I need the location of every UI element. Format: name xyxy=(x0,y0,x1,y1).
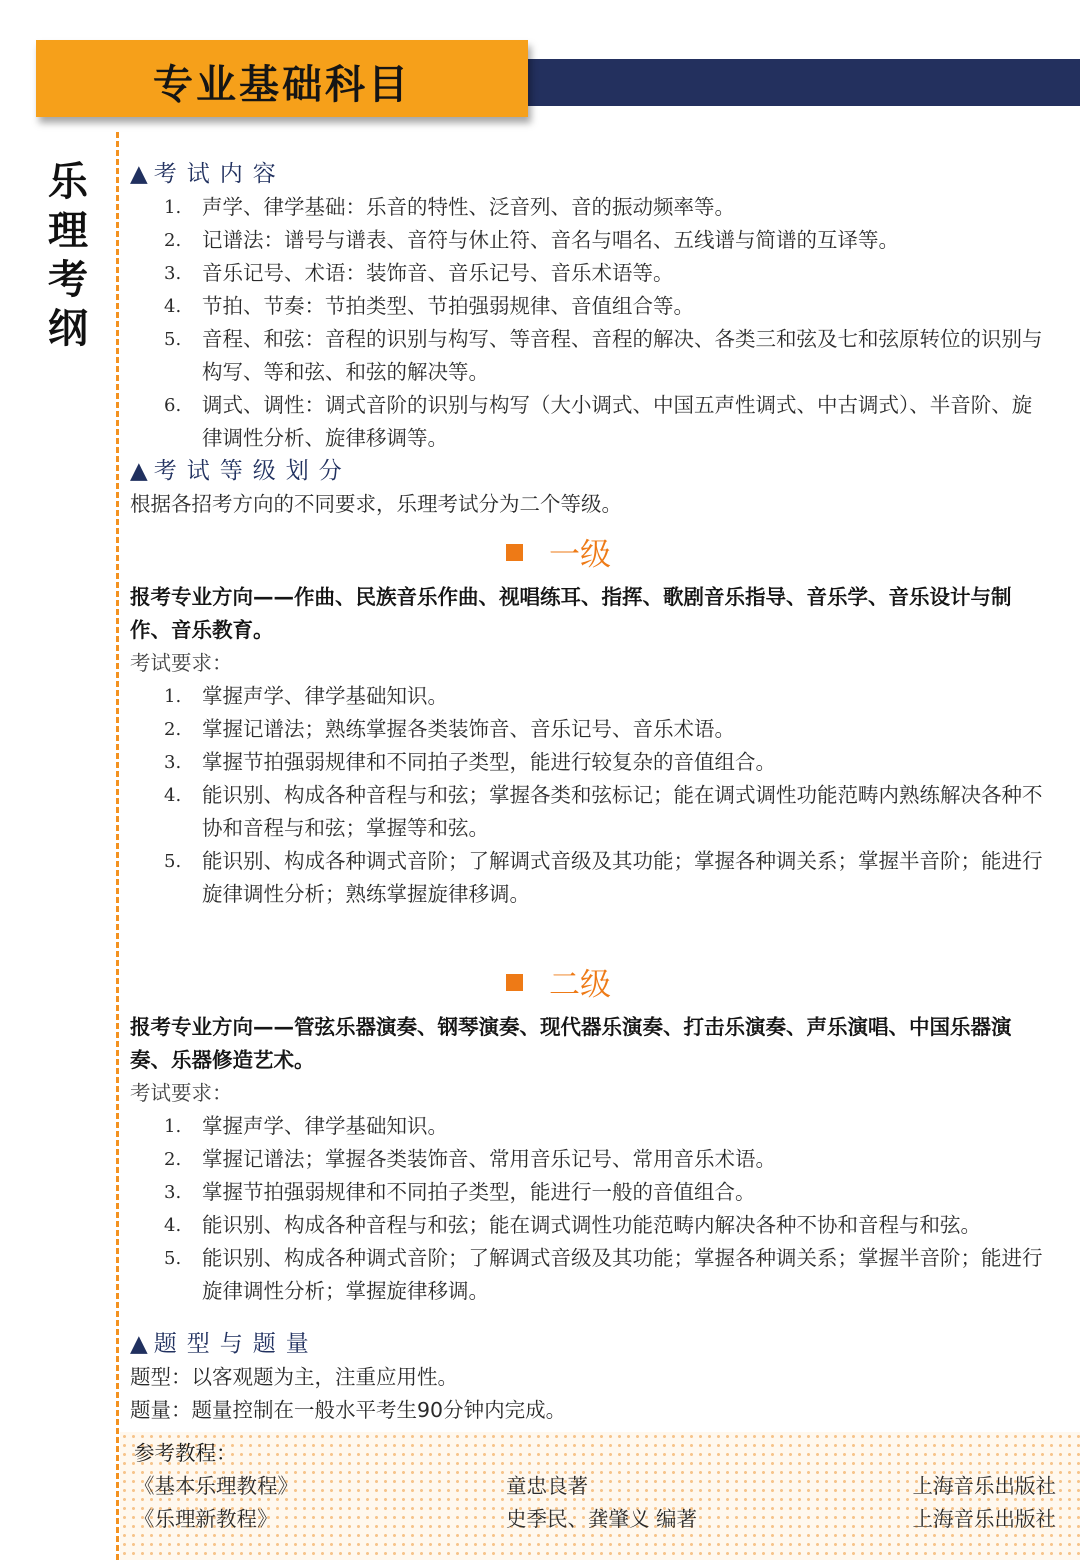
item-number: 4. xyxy=(164,1215,182,1236)
side-title xyxy=(46,158,90,354)
reference-publisher: 上海音乐出版社 xyxy=(912,1507,1056,1531)
list-item xyxy=(130,746,1045,779)
square-bullet-icon xyxy=(506,544,523,561)
level1-title-text: 一级 xyxy=(549,537,611,573)
list-item xyxy=(130,389,1045,455)
item-number: 5. xyxy=(164,1248,182,1269)
list-item xyxy=(130,845,1045,911)
list-item xyxy=(130,1110,1045,1143)
question-amount-line: 题量：题量控制在一般水平考生90分钟内完成。 xyxy=(130,1398,567,1422)
exam-content-heading xyxy=(130,158,1045,191)
reference-book: 《基本乐理教程》 xyxy=(134,1474,298,1498)
list-item xyxy=(130,779,1045,845)
dashed-divider xyxy=(116,132,119,1560)
item-number: 2. xyxy=(164,230,182,251)
level1-req-label: 考试要求： xyxy=(130,651,233,675)
item-number: 1. xyxy=(164,1116,182,1137)
reference-author: 史季民、龚肇义 编著 xyxy=(506,1507,698,1531)
grading-heading xyxy=(130,455,1045,488)
triangle-icon: ▲ xyxy=(130,1331,148,1357)
item-text: 调式、调性：调式音阶的识别与构写（大小调式、中国五声性调式、中古调式）、半音阶、旋律调性分析、旋律移调等。 xyxy=(202,393,1033,450)
item-number: 3. xyxy=(164,263,182,284)
side-title-char: 理 xyxy=(48,208,88,254)
list-item xyxy=(130,191,1045,224)
item-text: 能识别、构成各种音程与和弦；能在调式调性功能范畴内解决各种不协和音程与和弦。 xyxy=(202,1213,981,1237)
reference-publisher: 上海音乐出版社 xyxy=(912,1474,1056,1498)
section-title: 专业基础科目 xyxy=(153,62,411,108)
item-text: 掌握声学、律学基础知识。 xyxy=(202,1114,448,1138)
reference-author: 童忠良著 xyxy=(506,1474,588,1498)
item-text: 声学、律学基础：乐音的特性、泛音列、音的振动频率等。 xyxy=(202,195,735,219)
item-text: 节拍、节奏：节拍类型、节拍强弱规律、音值组合等。 xyxy=(202,294,694,318)
list-item xyxy=(130,1209,1045,1242)
question-types-heading-text: 题型与题量 xyxy=(153,1331,319,1357)
item-text: 能识别、构成各种调式音阶；了解调式音级及其功能；掌握各种调关系；掌握半音阶；能进行旋律调性分析；掌握旋律移调。 xyxy=(202,1246,1043,1303)
item-number: 2. xyxy=(164,1149,182,1170)
exam-content-heading-text: 考试内容 xyxy=(153,161,286,187)
level1-direction: 报考专业方向——作曲、民族音乐作曲、视唱练耳、指挥、歌剧音乐指导、音乐学、音乐设计与制作、音乐教育。 xyxy=(130,585,1012,642)
item-text: 音乐记号、术语：装饰音、音乐记号、音乐术语等。 xyxy=(202,261,674,285)
level1-title xyxy=(130,533,1045,577)
level2-direction: 报考专业方向——管弦乐器演奏、钢琴演奏、现代器乐演奏、打击乐演奏、声乐演唱、中国乐器演奏、乐器修造艺术。 xyxy=(130,1015,1012,1072)
item-number: 5. xyxy=(164,329,182,350)
item-text: 能识别、构成各种调式音阶；了解调式音级及其功能；掌握各种调关系；掌握半音阶；能进行旋律调性分析；熟练掌握旋律移调。 xyxy=(202,849,1043,906)
item-text: 掌握节拍强弱规律和不同拍子类型，能进行一般的音值组合。 xyxy=(202,1180,756,1204)
item-number: 4. xyxy=(164,785,182,806)
item-number: 2. xyxy=(164,719,182,740)
list-item xyxy=(130,224,1045,257)
reference-book: 《乐理新教程》 xyxy=(134,1507,278,1531)
list-item xyxy=(130,1143,1045,1176)
item-text: 记谱法：谱号与谱表、音符与休止符、音名与唱名、五线谱与简谱的互译等。 xyxy=(202,228,899,252)
item-number: 1. xyxy=(164,686,182,707)
item-text: 能识别、构成各种音程与和弦；掌握各类和弦标记；能在调式调性功能范畴内熟练解决各种不协和音程与和弦；掌握等和弦。 xyxy=(202,783,1043,840)
level2-req-list xyxy=(130,1110,1045,1308)
reference-row xyxy=(120,1469,1080,1502)
item-text: 掌握声学、律学基础知识。 xyxy=(202,684,448,708)
item-text: 掌握记谱法；熟练掌握各类装饰音、音乐记号、音乐术语。 xyxy=(202,717,735,741)
list-item xyxy=(130,290,1045,323)
item-number: 4. xyxy=(164,296,182,317)
item-number: 1. xyxy=(164,197,182,218)
spacer xyxy=(130,1308,1045,1328)
header-band xyxy=(520,59,1080,159)
question-type-line: 题型：以客观题为主，注重应用性。 xyxy=(130,1365,458,1389)
exam-content-list xyxy=(130,191,1045,455)
item-number: 3. xyxy=(164,1182,182,1203)
item-number: 5. xyxy=(164,851,182,872)
section-tab xyxy=(36,40,528,117)
item-text: 音程、和弦：音程的识别与构写、等音程、音程的解决、各类三和弦及七和弦原转位的识别与构写、等和弦、和弦的解决等。 xyxy=(202,327,1043,384)
page-number: 32 xyxy=(980,126,1016,159)
side-title-char: 纲 xyxy=(48,306,88,352)
question-types-heading xyxy=(130,1328,1045,1361)
list-item xyxy=(130,680,1045,713)
reference-row xyxy=(120,1502,1080,1535)
references-box xyxy=(120,1432,1080,1560)
item-text: 掌握记谱法；掌握各类装饰音、常用音乐记号、常用音乐术语。 xyxy=(202,1147,776,1171)
references-title: 参考教程： xyxy=(134,1441,237,1465)
grading-heading-text: 考试等级划分 xyxy=(153,458,352,484)
list-item xyxy=(130,1176,1045,1209)
triangle-icon: ▲ xyxy=(130,161,148,187)
square-bullet-icon xyxy=(506,974,523,991)
main-content xyxy=(130,158,1045,1427)
level2-req-label: 考试要求： xyxy=(130,1081,233,1105)
level2-title-text: 二级 xyxy=(549,967,611,1003)
level2-title xyxy=(130,963,1045,1007)
triangle-icon: ▲ xyxy=(130,458,148,484)
list-item xyxy=(130,257,1045,290)
item-number: 6. xyxy=(164,395,182,416)
side-title-char: 乐 xyxy=(48,159,88,205)
level1-req-list xyxy=(130,680,1045,911)
list-item xyxy=(130,1242,1045,1308)
side-title-char: 考 xyxy=(48,257,88,303)
item-number: 3. xyxy=(164,752,182,773)
grading-text: 根据各招考方向的不同要求，乐理考试分为二个等级。 xyxy=(130,492,622,516)
list-item xyxy=(130,323,1045,389)
spacer xyxy=(130,911,1045,951)
item-text: 掌握节拍强弱规律和不同拍子类型，能进行较复杂的音值组合。 xyxy=(202,750,776,774)
list-item xyxy=(130,713,1045,746)
